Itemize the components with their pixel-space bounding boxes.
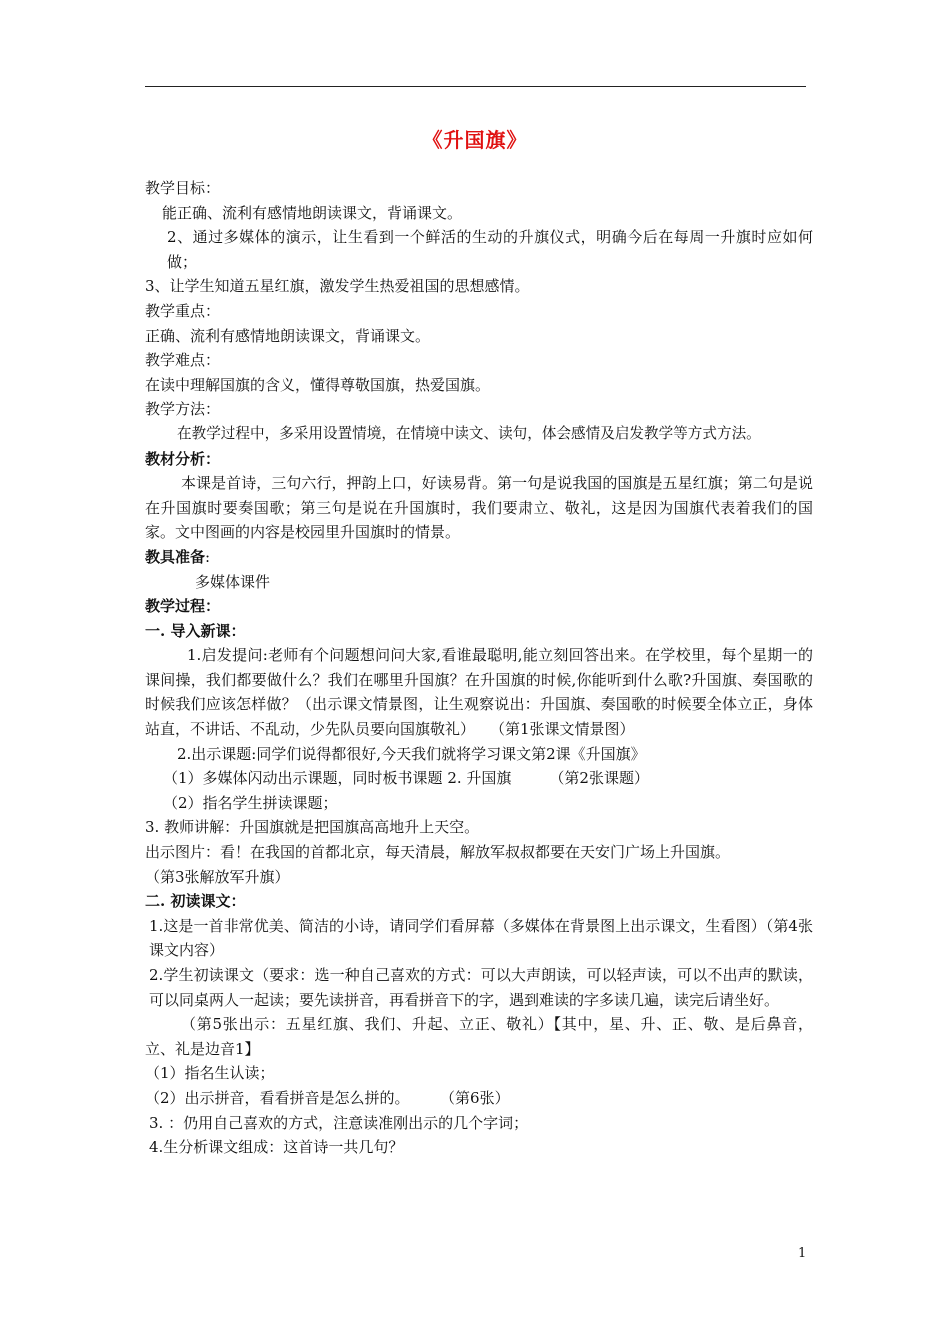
method-heading: 教学方法： <box>145 400 221 419</box>
goal-2: 2、通过多媒体的演示，让生看到一个鲜活的生动的升旗仪式，明确今后在每周一升旗时应如何做； <box>167 228 813 271</box>
section-1-step-3: 3. 教师讲解：升国旗就是把国旗高高地升上天空。 <box>145 818 480 837</box>
document-body <box>145 176 813 1160</box>
analysis-heading: 教材分析： <box>145 449 221 468</box>
tools-heading-line <box>145 545 813 570</box>
key-text: 正确、流利有感情地朗读课文，背诵课文。 <box>145 326 431 345</box>
section-1-step-1-text: 1.启发提问:老师有个问题想问问大家,看谁最聪明,能立刻回答出来。在学校里，每个星期一的课间操，我们都要做什么？我们在哪里升国旗？在升国旗的时候,你能听到什么歌?升国旗、奏国歌的时候我们应该怎样做？（出示课文情景图，让生观察说出：升国旗、奏国歌的时候要全体立正，身体站直，不讲话、不乱动，少先队员要向国旗敬礼） （第1张课文情景图） <box>145 646 813 739</box>
goal-1: 能正确、流利有感情地朗读课文，背诵课文。 <box>162 203 463 222</box>
section-2-step-1: 1.这是一首非常优美、简洁的小诗，请同学们看屏幕（多媒体在背景图上出示课文，生看图）（第4张课文内容） <box>149 916 813 960</box>
difficulty-text: 在读中理解国旗的含义，懂得尊敬国旗，热爱国旗。 <box>145 375 491 394</box>
tools-text: 多媒体课件 <box>195 572 271 591</box>
section-1-step-2-2: （2）指名学生拼读课题； <box>163 793 338 812</box>
section-2-step-2-1: （1）指名生认读； <box>145 1064 275 1083</box>
process-heading: 教学过程： <box>145 597 221 616</box>
section-2-heading: 二. 初读课文： <box>145 892 246 911</box>
method-text: 在教学过程中，多采用设置情境，在情境中读文、读句，体会感情及启发教学等方式方法。 <box>177 424 761 442</box>
section-1-step-2-1 <box>145 766 813 791</box>
tools-heading: 教具准备 <box>145 547 206 566</box>
section-2-step-4: 4.生分析课文组成：这首诗一共几句？ <box>149 1138 404 1157</box>
page-number: 1 <box>798 1246 807 1261</box>
goal-3: 3、让学生知道五星红旗，激发学生热爱祖国的思想感情。 <box>145 277 530 296</box>
section-2-step-2-slide <box>145 1012 813 1061</box>
section-2-step-2-slide-text: （第5张出示：五星红旗、我们、升起、立正、敬礼）【其中，星、升、正、敬、是后鼻音，立、礼是边音1】 <box>145 1015 813 1058</box>
section-2-step-3: 3. ：仍用自己喜欢的方式，注意读准刚出示的几个字词； <box>149 1113 529 1132</box>
difficulty-heading: 教学难点： <box>145 351 221 370</box>
section-1-step-3-slide: （第3张解放军升旗） <box>145 867 290 886</box>
section-2-step-2-2 <box>145 1086 813 1111</box>
analysis-text-content: 本课是首诗，三句六行，押韵上口，好读易背。第一句是说我国的国旗是五星红旗；第二句是说在升国旗时要奏国歌；第三句是说在升国旗时，我们要肃立、敬礼，这是因为国旗代表着我们的国家。文中图画的内容是校园里升国旗时的情景。 <box>145 474 813 542</box>
section-1-step-2: 2.出示课题:同学们说得都很好,今天我们就将学习课文第2课《升国旗》 <box>177 744 646 763</box>
tools-colon: : <box>205 547 211 566</box>
goals-heading: 教学目标： <box>145 179 221 197</box>
section-2-step-2-2-text: （2）出示拼音，看看拼音是怎么拼的。 <box>145 1088 410 1107</box>
header-rule <box>145 86 806 87</box>
analysis-text <box>145 471 813 545</box>
section-1-step-3-image: 出示图片：看！在我国的首都北京，每天清晨，解放军叔叔都要在天安门广场上升国旗。 <box>145 843 731 862</box>
section-1-step-2-1-slide: （第2张课题） <box>549 769 649 788</box>
key-heading: 教学重点： <box>145 301 221 320</box>
section-1-step-1 <box>145 643 813 741</box>
section-1-heading: 一. 导入新课： <box>145 621 246 640</box>
document-title: 《升国旗》 <box>422 128 528 152</box>
section-2-step-2: 2.学生初读课文（要求：选一种自己喜欢的方式：可以大声朗读，可以轻声读，可以不出声的默读，可以同桌两人一起读；要先读拼音，再看拼音下的字，遇到难读的字多读几遍，读完后请坐好。 <box>149 966 813 1009</box>
section-1-step-2-1-text: （1）多媒体闪动出示课题，同时板书课题 2. 升国旗 <box>163 769 512 788</box>
section-2-step-2-2-slide: （第6张） <box>447 1088 510 1107</box>
